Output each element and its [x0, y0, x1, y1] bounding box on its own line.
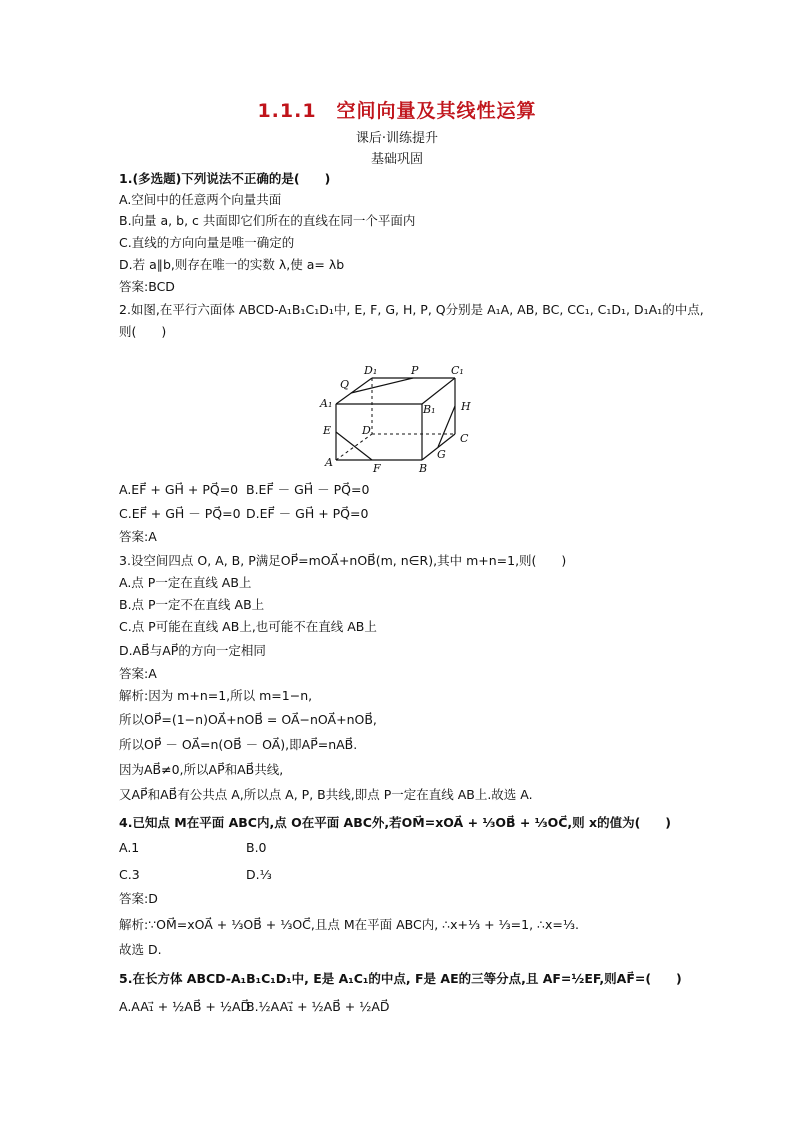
q1-option-d: D.若 a∥b,则存在唯一的实数 λ,使 a= λb [119, 257, 345, 272]
q3-option-c: C.点 P可能在直线 AB上,也可能不在直线 AB上 [119, 619, 377, 634]
q4-analysis-line1: 解析:∵OM⃗=xOA⃗ + ⅓OB⃗ + ⅓OC⃗,且点 M在平面 ABC内, ∴x+⅓ + ⅓=1, ∴x=⅓. [119, 917, 579, 932]
section-heading: 基础巩固 [370, 152, 423, 167]
q2-option-d: D.EF⃗ － GH⃗ + PQ⃗=0 [246, 506, 369, 521]
label-d: D [362, 424, 371, 437]
q3-option-d: D.AB⃗与AP⃗的方向一定相同 [119, 643, 266, 658]
q1-answer: 答案:BCD [119, 279, 175, 294]
q3-analysis-line4: 因为AB⃗≠0,所以AP⃗和AB⃗共线, [119, 762, 284, 777]
label-h: H [461, 400, 471, 413]
q3-analysis-line2: 所以OP⃗=(1−n)OA⃗+nOB⃗ = OA⃗−nOA⃗+nOB⃗, [119, 712, 377, 727]
label-e: E [323, 424, 332, 437]
q1-stem: 1.(多选题)下列说法不正确的是( ) [119, 171, 331, 186]
q4-option-d: D.⅓ [246, 867, 272, 882]
q2-answer: 答案:A [119, 529, 157, 544]
q2-option-b: B.EF⃗ － GH⃗ － PQ⃗=0 [246, 482, 370, 497]
q2-stem: 2.如图,在平行六面体 ABCD-A₁B₁C₁D₁中, E, F, G, H, P, Q分别是 A₁A, AB, BC, CC₁, C₁D₁, D₁A₁的中点, [119, 302, 704, 317]
q3-answer: 答案:A [119, 666, 157, 681]
label-b: B [419, 462, 428, 475]
q2-option-a: A.EF⃗ + GH⃗ + PQ⃗=0 [119, 482, 239, 497]
label-c: C [460, 432, 469, 445]
q4-analysis-line2: 故选 D. [119, 942, 162, 957]
q3-analysis-line5: 又AP⃗和AB⃗有公共点 A,所以点 A, P, B共线,即点 P一定在直线 AB上.故选 A. [119, 787, 533, 802]
q3-option-b: B.点 P一定不在直线 AB上 [119, 597, 265, 612]
label-f: F [373, 462, 381, 475]
q3-analysis-line1: 解析:因为 m+n=1,所以 m=1−n, [119, 688, 313, 703]
page-title: 1.1.1 空间向量及其线性运算 [257, 100, 537, 122]
q4-stem: 4.已知点 M在平面 ABC内,点 O在平面 ABC外,若OM⃗=xOA⃗ + ⅓OB⃗ + ⅓OC⃗,则 x的值为( ) [119, 815, 672, 830]
parallelepiped-figure [310, 360, 490, 480]
q1-option-b: B.向量 a, b, c 共面即它们所在的直线在同一个平面内 [119, 213, 416, 228]
label-p: P [411, 364, 419, 377]
q3-analysis-line3: 所以OP⃗ － OA⃗=n(OB⃗ － OA⃗),即AP⃗=nAB⃗. [119, 737, 358, 752]
q2-option-c: C.EF⃗ + GH⃗ － PQ⃗=0 [119, 506, 241, 521]
q3-option-a: A.点 P一定在直线 AB上 [119, 575, 252, 590]
q4-option-b: B.0 [246, 840, 267, 855]
q2-stem-continued: 则( ) [119, 324, 167, 339]
q3-stem: 3.设空间四点 O, A, B, P满足OP⃗=mOA⃗+nOB⃗(m, n∈R),其中 m+n=1,则( ) [119, 553, 567, 568]
label-c1: C₁ [451, 364, 464, 377]
q5-option-b: B.½AA₁⃗ + ½AB⃗ + ½AD⃗ [246, 999, 390, 1014]
q1-option-c: C.直线的方向向量是唯一确定的 [119, 235, 295, 250]
section-subtitle: 课后·训练提升 [355, 131, 439, 146]
label-a: A [325, 456, 333, 469]
label-q: Q [340, 378, 350, 391]
q4-option-c: C.3 [119, 867, 140, 882]
label-b1: B₁ [423, 403, 436, 416]
q4-option-a: A.1 [119, 840, 140, 855]
q5-stem: 5.在长方体 ABCD-A₁B₁C₁D₁中, E是 A₁C₁的中点, F是 AE的三等分点,且 AF=½EF,则AF⃗=( ) [119, 971, 682, 986]
q5-option-a: A.AA₁⃗ + ½AB⃗ + ½AD⃗ [119, 999, 251, 1014]
q4-answer: 答案:D [119, 891, 158, 906]
q1-option-a: A.空间中的任意两个向量共面 [119, 192, 282, 207]
label-d1: D₁ [364, 364, 378, 377]
label-a1: A₁ [320, 397, 333, 410]
label-g: G [437, 448, 446, 461]
